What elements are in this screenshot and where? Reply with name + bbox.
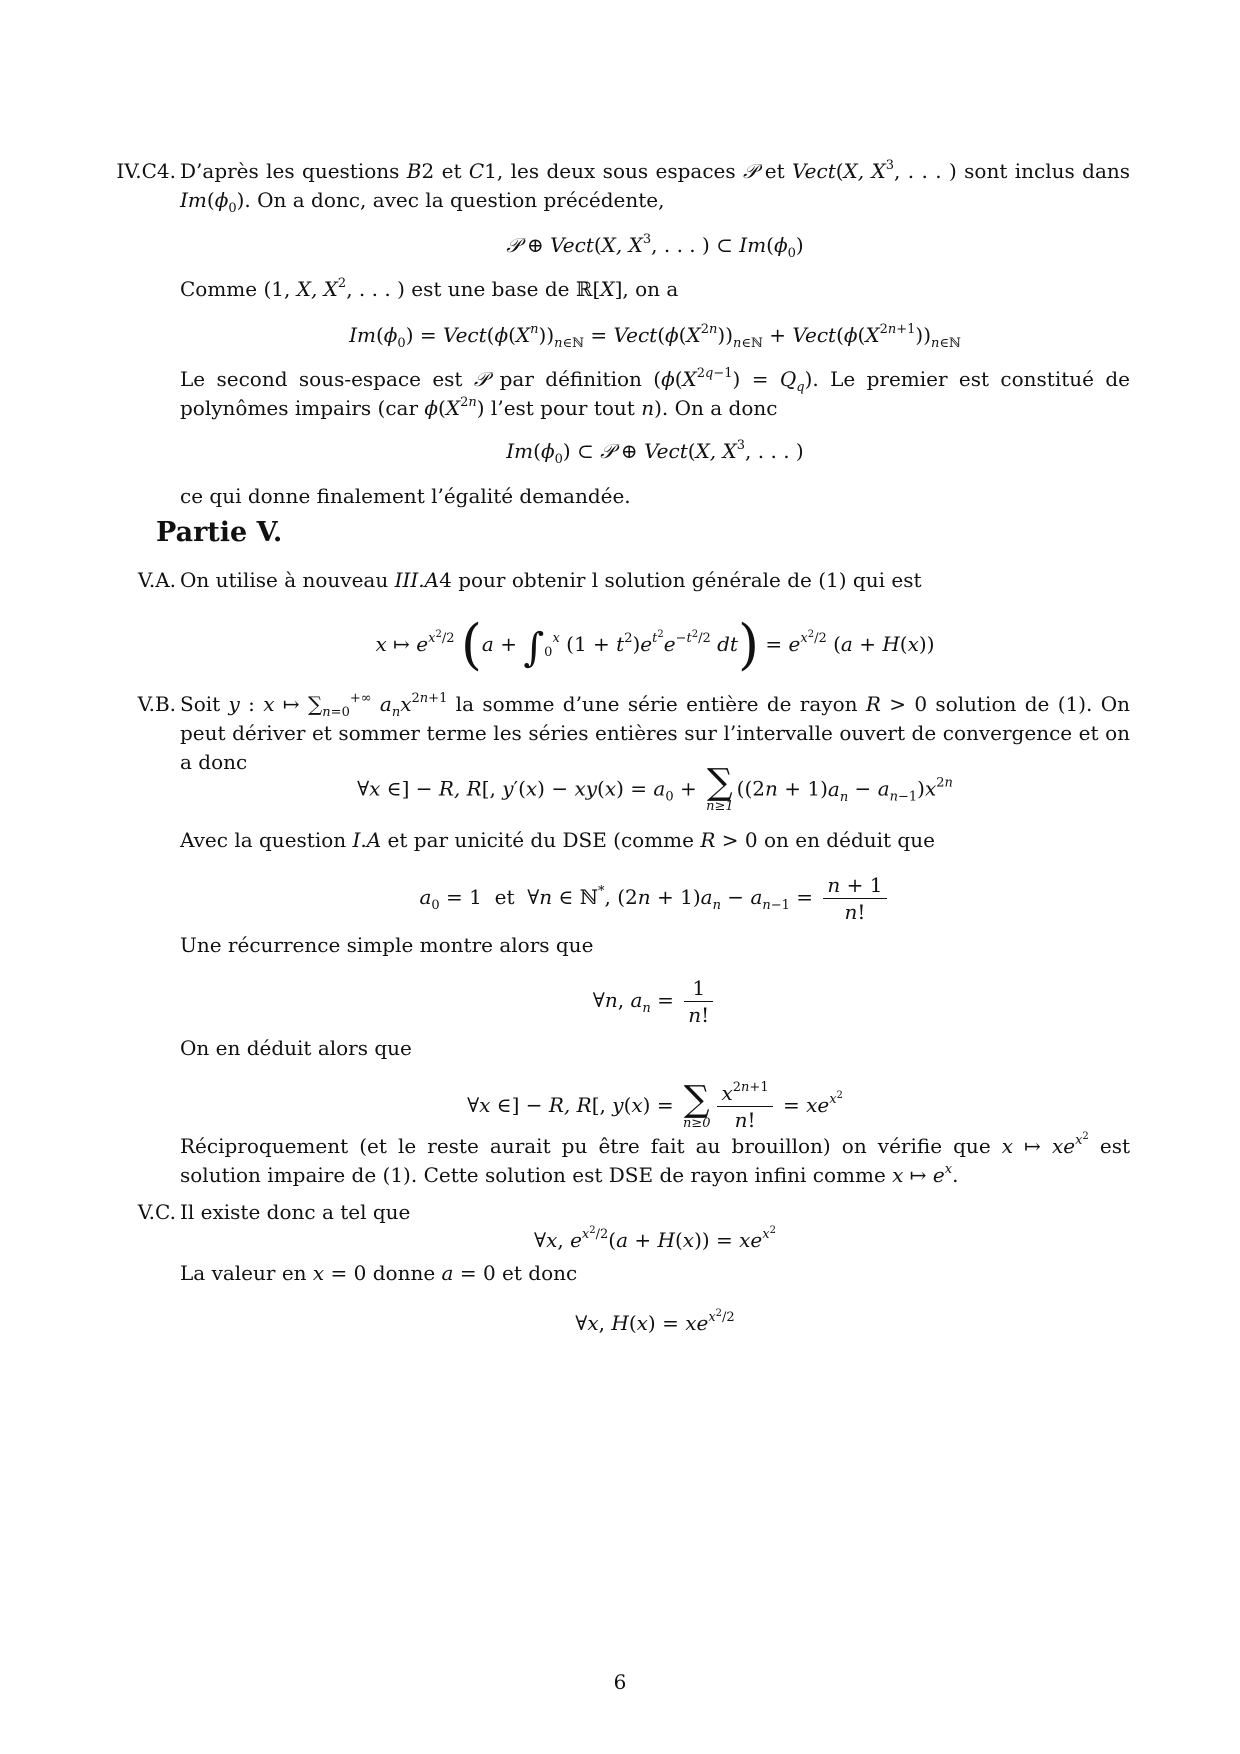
- display-equation: ∀x ∈] − R, R[, $y'(x) - xy(x) = a_0$ + ∑ n≥1 $((2n + 1)a_n - a_{n-1})x^{2n}$: [357, 762, 953, 814]
- display-equation: ∀x, $e^{x^2/2}(a + H(x)) = xe^{x^2}$: [534, 1225, 776, 1252]
- item-label: V.C.: [137, 1200, 176, 1224]
- paragraph: On utilise à nouveau III.A4 pour obtenir l solution générale de (1) qui est: [180, 568, 922, 592]
- paragraph: Avec la question I.A et par unicité du DSE (comme R > 0 on en déduit que: [180, 828, 935, 852]
- display-equation: $Im(\phi_0)$ ⊂ 𝒫 ⊕ Vect(X, $X^3$, . . . ): [506, 438, 804, 467]
- paragraph: Soit y : x ↦ $\sum_{n=0}^{+\infty}$ $a_nx^{2n+1}$ la somme d’une série entière de rayon R > 0 solution de (1). On peut dériver et sommer terme les séries entières sur l’intervalle ouvert de convergence et on a donc: [180, 691, 1131, 774]
- paragraph: Il existe donc a tel que: [180, 1200, 411, 1224]
- paragraph: ce qui donne finalement l’égalité demandée.: [180, 484, 631, 508]
- paragraph: Une récurrence simple montre alors que: [180, 933, 594, 957]
- display-equation: ∀x ∈] − R, R[, y(x) = ∑ n≥0 $\frac{x^{2n+1}}{n!}$ = $xe^{x^2}$: [467, 1078, 843, 1132]
- item-label: IV.C4.: [116, 159, 176, 183]
- paragraph: La valeur en x = 0 donne a = 0 et donc: [180, 1261, 578, 1285]
- display-equation: 𝒫 ⊕ Vect(X, $X^3$, . . . ) ⊂ $Im(\phi_0)$: [506, 232, 804, 261]
- page-number: 6: [613, 1670, 627, 1694]
- paragraph: Le second sous-espace est 𝒫 par définition $(\phi(X^{2q-1}) = Q_q)$. Le premier est constitué de polynômes impairs (car $\phi(X^{2n})$ l’est pour tout n). On a donc: [180, 366, 1130, 420]
- display-equation: ∀x, $H(x) = xe^{x^2/2}$: [575, 1308, 735, 1335]
- display-equation: x ↦ $e^{x^2/2}$ ($a + \int_0^x$ $(1 + t^2)e^{t^2}e^{-t^2/2}$ $dt) = e^{x^2/2}$ (a + H(x)): [375, 613, 935, 676]
- paragraph: D’après les questions B2 et C1, les deux sous espaces 𝒫 et Vect(X, $X^3$, . . . ) sont inclus dans $Im(\phi_0)$. On a donc, avec la question précédente,: [180, 158, 1131, 216]
- item-label: V.B.: [137, 692, 176, 716]
- display-equation: $a_0 = 1$ et ∀n ∈ ℕ*, $(2n + 1)a_n - a_{n-1}$ = $\frac{n + 1}{n!}$: [180, 870, 1130, 925]
- display-equation: $Im(\phi_0)$ = $Vect(\phi(X^n))_{n\in ℕ}$ = $Vect(\phi(X^{2n}))_{n\in ℕ}$ + $Vect(\phi(X^{2n+1}))_{n\in ℕ}$: [349, 322, 961, 351]
- paragraph: On en déduit alors que: [180, 1036, 412, 1060]
- section-heading: Partie V.: [156, 517, 283, 548]
- display-equation: ∀n, $a_n$ = $\frac{1}{n!}$: [180, 973, 1130, 1028]
- paragraph: Réciproquement (et le reste aurait pu être fait au brouillon) on vérifie que x ↦ $xe^{x^2}$ est solution impaire de (1). Cette solution est DSE de rayon infini comme x ↦ $e^x$.: [180, 1131, 1130, 1187]
- item-label: V.A.: [137, 568, 176, 592]
- paragraph: Comme (1, X, $X^2$, . . . ) est une base de ℝ[X], on a: [180, 276, 679, 301]
